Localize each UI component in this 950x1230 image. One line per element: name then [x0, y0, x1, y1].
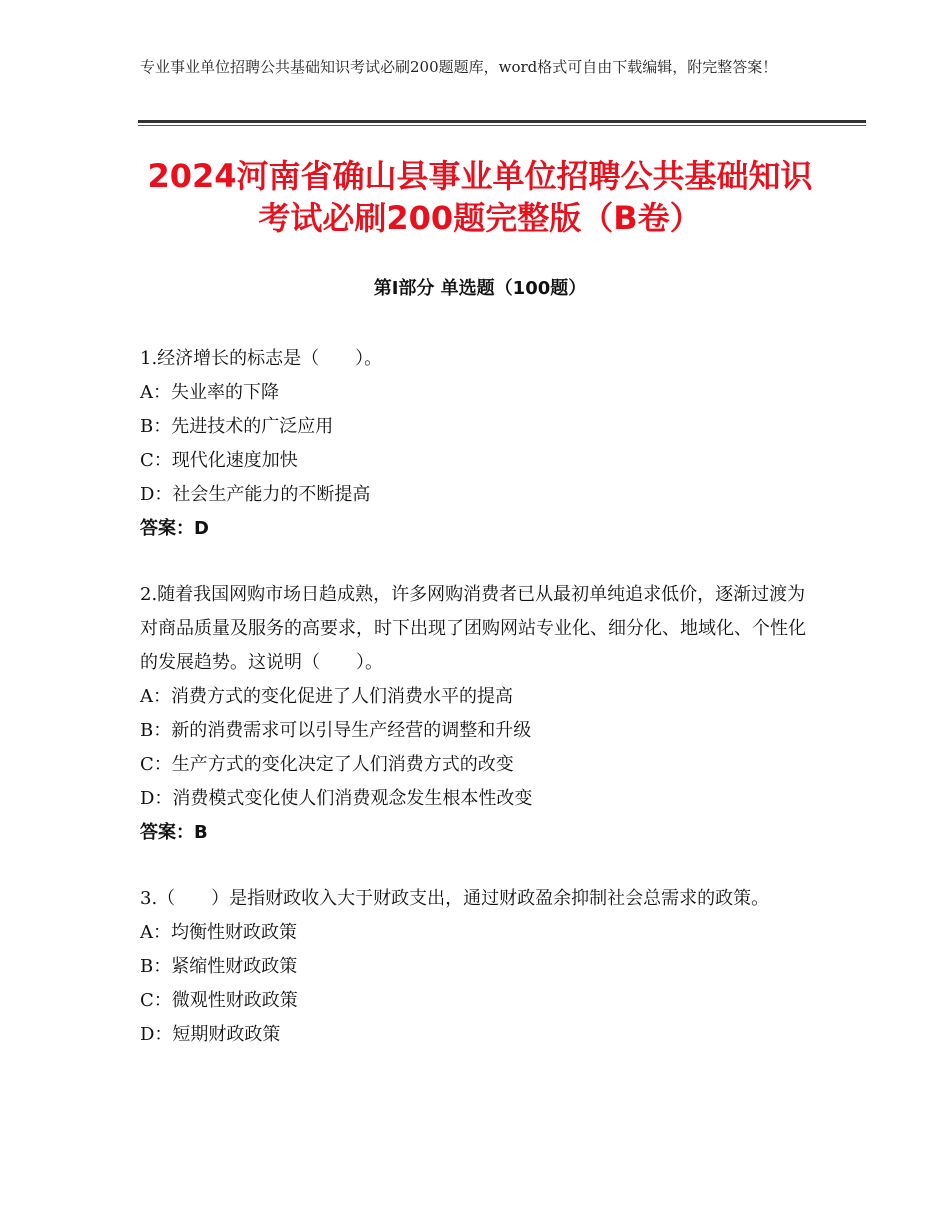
question-stem: 1.经济增长的标志是（ ）。 [140, 348, 383, 369]
header-rule-thin [138, 125, 866, 126]
answer: 答案：D [140, 518, 209, 539]
question-1 [140, 342, 820, 546]
option-a: A：失业率的下降 [140, 382, 279, 403]
answer: 答案：B [140, 822, 208, 843]
question-stem: 3.（ ）是指财政收入大于财政支出，通过财政盈余抑制社会总需求的政策。 [140, 888, 770, 909]
header-note: 专业事业单位招聘公共基础知识考试必刷200题题库，word格式可自由下载编辑，附完整答案！ [140, 58, 778, 76]
option-c: C：微观性财政政策 [140, 990, 298, 1011]
question-2 [140, 578, 820, 850]
option-d: D：社会生产能力的不断提高 [140, 484, 371, 505]
option-c: C：现代化速度加快 [140, 450, 298, 471]
question-3 [140, 882, 820, 1052]
option-b: B：先进技术的广泛应用 [140, 416, 334, 437]
option-a: A：消费方式的变化促进了人们消费水平的提高 [140, 686, 513, 707]
question-stem: 2.随着我国网购市场日趋成熟，许多网购消费者已从最初单纯追求低价，逐渐过渡为对商品质量及服务的高要求，时下出现了团购网站专业化、细分化、地域化、个性化的发展趋势。这说明（ ）。 [140, 584, 806, 673]
option-c: C：生产方式的变化决定了人们消费方式的改变 [140, 754, 514, 775]
option-d: D：短期财政政策 [140, 1024, 281, 1045]
document-title: 2024河南省确山县事业单位招聘公共基础知识考试必刷200题完整版（B卷） [147, 157, 813, 237]
option-a: A：均衡性财政政策 [140, 922, 297, 943]
option-b: B：新的消费需求可以引导生产经营的调整和升级 [140, 720, 532, 741]
header-rule [138, 120, 866, 123]
section-title: 第Ⅰ部分 单选题（100题） [373, 278, 587, 299]
question-list [140, 342, 820, 1084]
option-d: D：消费模式变化使人们消费观念发生根本性改变 [140, 788, 533, 809]
option-b: B：紧缩性财政政策 [140, 956, 298, 977]
